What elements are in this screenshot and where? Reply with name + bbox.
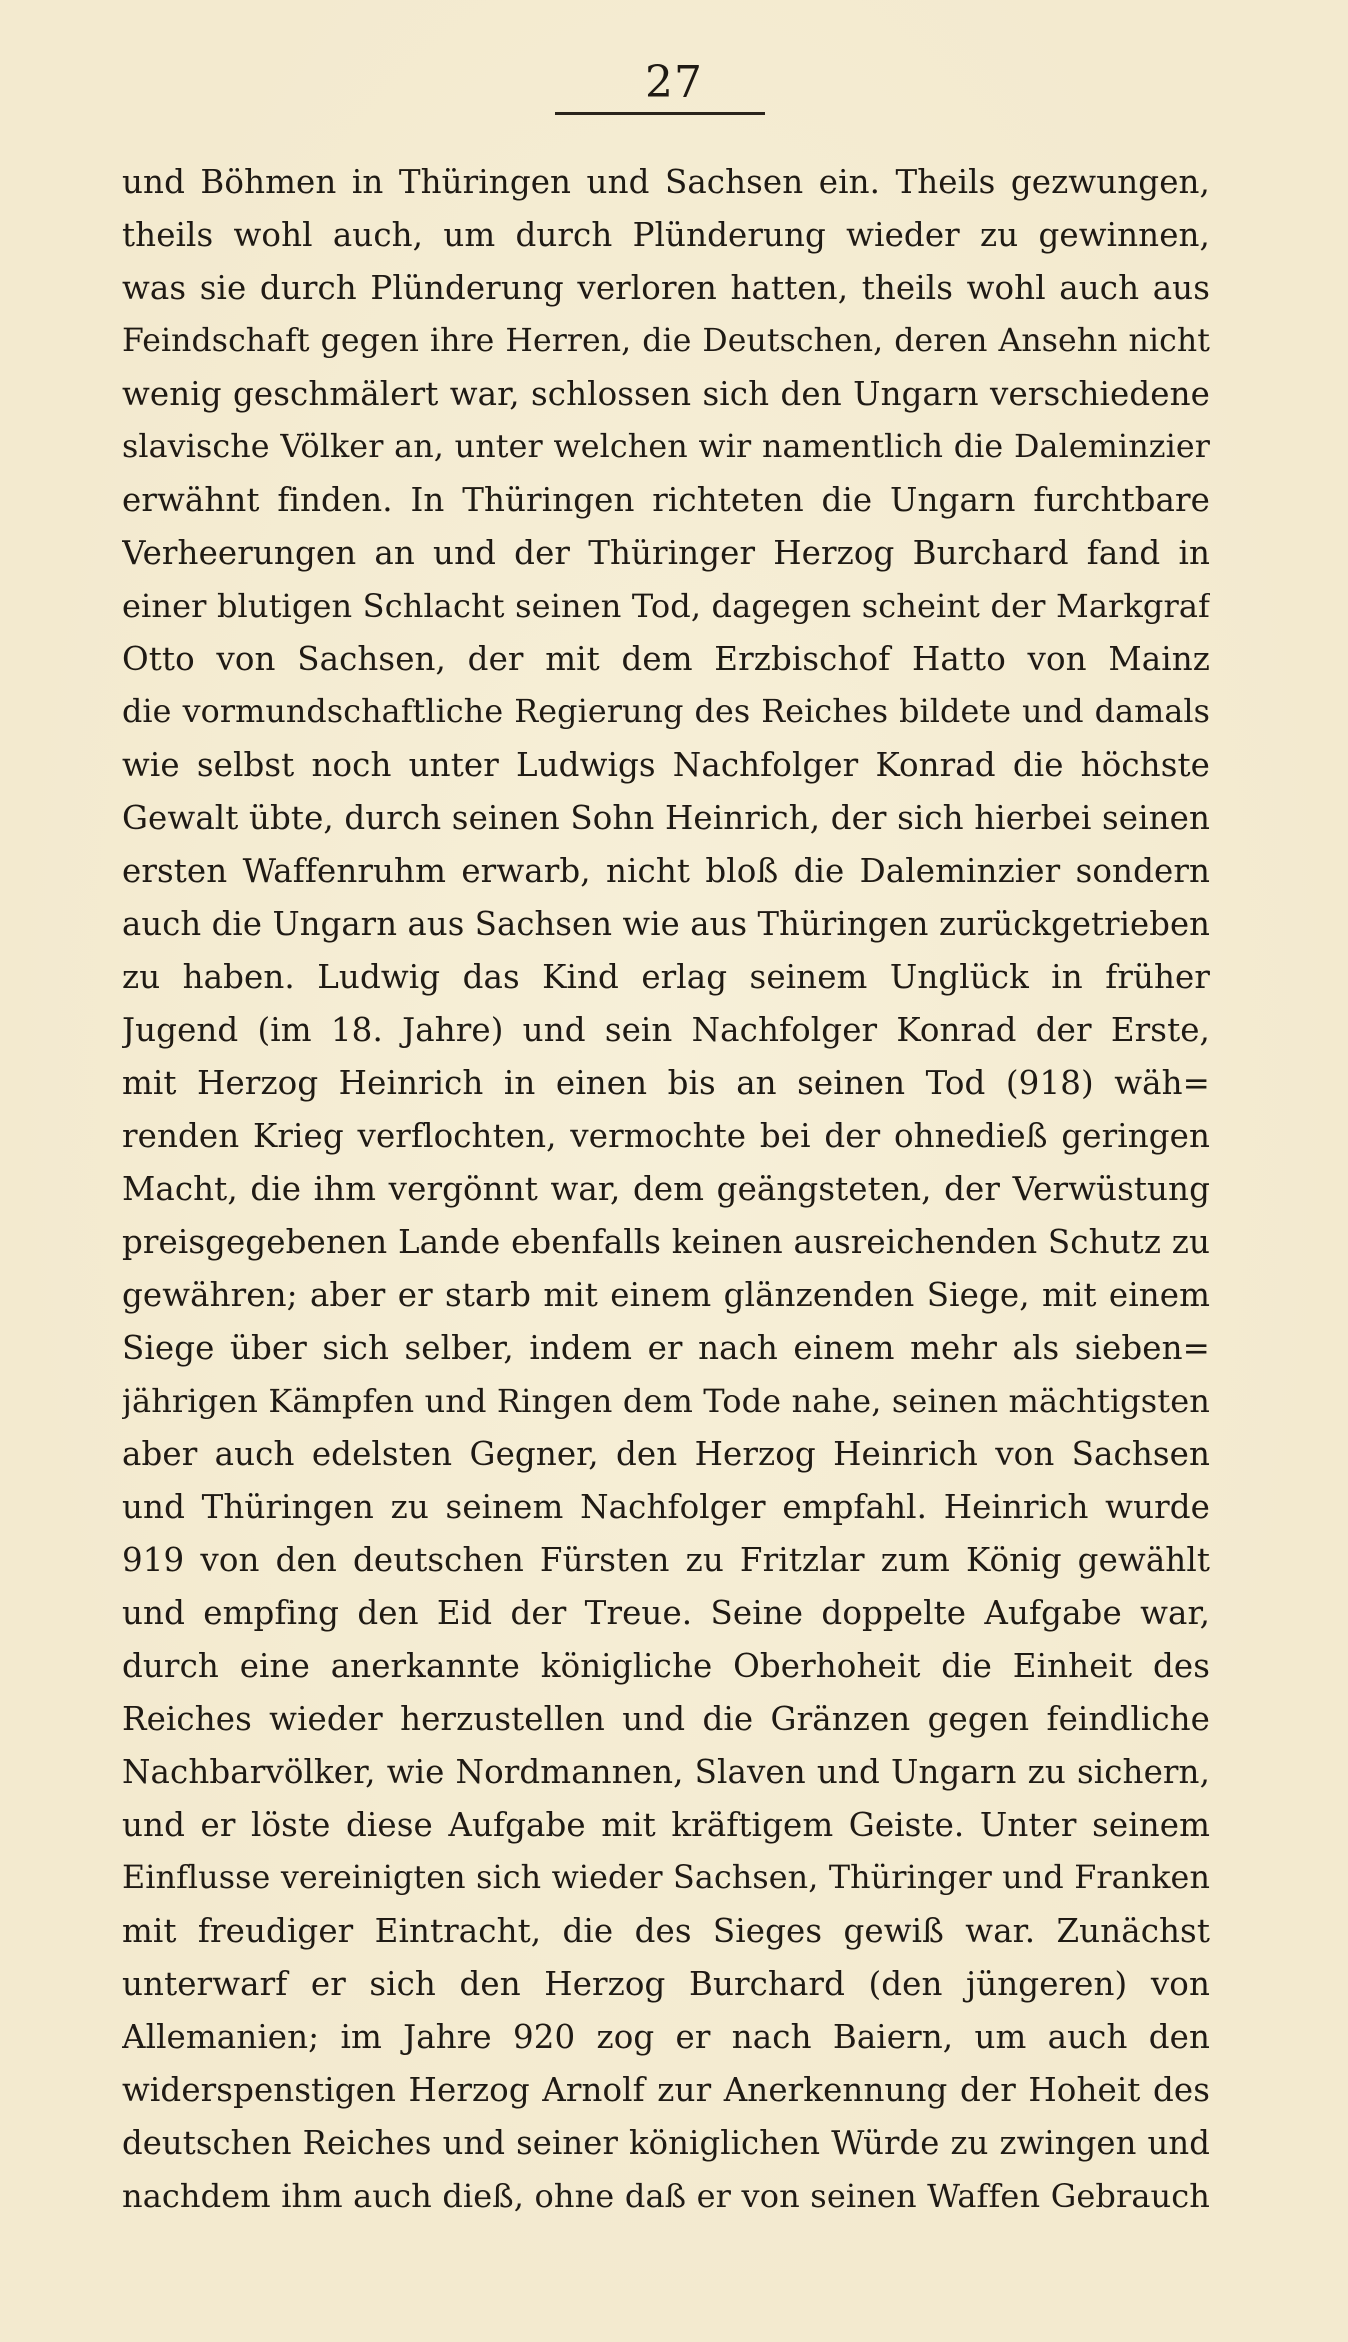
text-line: Reiches wieder herzustellen und die Gränzen gegen feindliche [122, 1700, 1210, 1738]
text-line: und Thüringen zu seinem Nachfolger empfahl. Heinrich wurde [122, 1488, 1210, 1526]
text-line: Otto von Sachsen, der mit dem Erzbischof Hatto von Mainz [122, 640, 1210, 678]
text-line: 919 von den deutschen Fürsten zu Fritzlar zum König gewählt [122, 1541, 1210, 1579]
text-line: und Böhmen in Thüringen und Sachsen ein. Theils gezwungen, [122, 163, 1210, 201]
text-line: Macht, die ihm vergönnt war, dem geängsteten, der Verwüstung [122, 1170, 1210, 1208]
text-line: widerspenstigen Herzog Arnolf zur Anerkennung der Hoheit des [122, 2071, 1210, 2109]
text-line: was sie durch Plünderung verloren hatten, theils wohl auch aus [122, 269, 1210, 307]
text-line: die vormundschaftliche Regierung des Reiches bildete und damals [122, 694, 1210, 730]
text-line: Feindschaft gegen ihre Herren, die Deutschen, deren Ansehn nicht [122, 323, 1210, 359]
text-line: wenig geschmälert war, schlossen sich den Ungarn verschiedene [122, 375, 1210, 413]
header-rule [555, 112, 765, 115]
text-line: Siege über sich selber, indem er nach einem mehr als sieben= [122, 1329, 1210, 1367]
text-line: jährigen Kämpfen und Ringen dem Tode nahe, seinen mächtigsten [122, 1382, 1210, 1420]
text-line: unterwarf er sich den Herzog Burchard (den jüngeren) von [122, 1965, 1210, 2003]
text-line: Allemanien; im Jahre 920 zog er nach Baiern, um auch den [122, 2018, 1210, 2056]
text-line: renden Krieg verflochten, vermochte bei der ohnedieß geringen [122, 1117, 1210, 1155]
text-line: Verheerungen an und der Thüringer Herzog Burchard fand in [122, 534, 1210, 572]
text-line: nachdem ihm auch dieß, ohne daß er von seinen Waffen Gebrauch [122, 2177, 1210, 2215]
text-line: preisgegebenen Lande ebenfalls keinen ausreichenden Schutz zu [122, 1223, 1210, 1261]
text-line: theils wohl auch, um durch Plünderung wieder zu gewinnen, [122, 216, 1210, 254]
page-number: 27 [645, 57, 703, 108]
text-line: gewähren; aber er starb mit einem glänzenden Siege, mit einem [122, 1276, 1210, 1314]
text-line: Gewalt übte, durch seinen Sohn Heinrich, der sich hierbei seinen [122, 799, 1210, 837]
body-text [122, 156, 1210, 2223]
text-line: mit Herzog Heinrich in einen bis an seinen Tod (918) wäh= [122, 1064, 1210, 1102]
text-line: slavische Völker an, unter welchen wir namentlich die Daleminzier [122, 429, 1210, 465]
text-line: Nachbarvölker, wie Nordmannen, Slaven und Ungarn zu sichern, [122, 1753, 1210, 1791]
text-line: auch die Ungarn aus Sachsen wie aus Thüringen zurückgetrieben [122, 905, 1210, 943]
text-line: einer blutigen Schlacht seinen Tod, dagegen scheint der Markgraf [122, 587, 1210, 625]
text-line: und er löste diese Aufgabe mit kräftigem Geiste. Unter seinem [122, 1806, 1210, 1844]
text-line: erwähnt finden. In Thüringen richteten die Ungarn furchtbare [122, 481, 1210, 519]
text-line: aber auch edelsten Gegner, den Herzog Heinrich von Sachsen [122, 1435, 1210, 1473]
text-line: Jugend (im 18. Jahre) und sein Nachfolger Konrad der Erste, [122, 1011, 1210, 1049]
text-line: zu haben. Ludwig das Kind erlag seinem Unglück in früher [122, 958, 1210, 996]
text-line: Einflusse vereinigten sich wieder Sachsen, Thüringer und Franken [122, 1860, 1210, 1896]
text-line: wie selbst noch unter Ludwigs Nachfolger Konrad die höchste [122, 746, 1210, 784]
text-line: durch eine anerkannte königliche Oberhoheit die Einheit des [122, 1647, 1210, 1685]
text-line: ersten Waffenruhm erwarb, nicht bloß die Daleminzier sondern [122, 852, 1210, 890]
text-line: deutschen Reiches und seiner königlichen Würde zu zwingen und [122, 2124, 1210, 2162]
text-line: mit freudiger Eintracht, die des Sieges gewiß war. Zunächst [122, 1912, 1210, 1950]
text-line: und empfing den Eid der Treue. Seine doppelte Aufgabe war, [122, 1594, 1210, 1632]
